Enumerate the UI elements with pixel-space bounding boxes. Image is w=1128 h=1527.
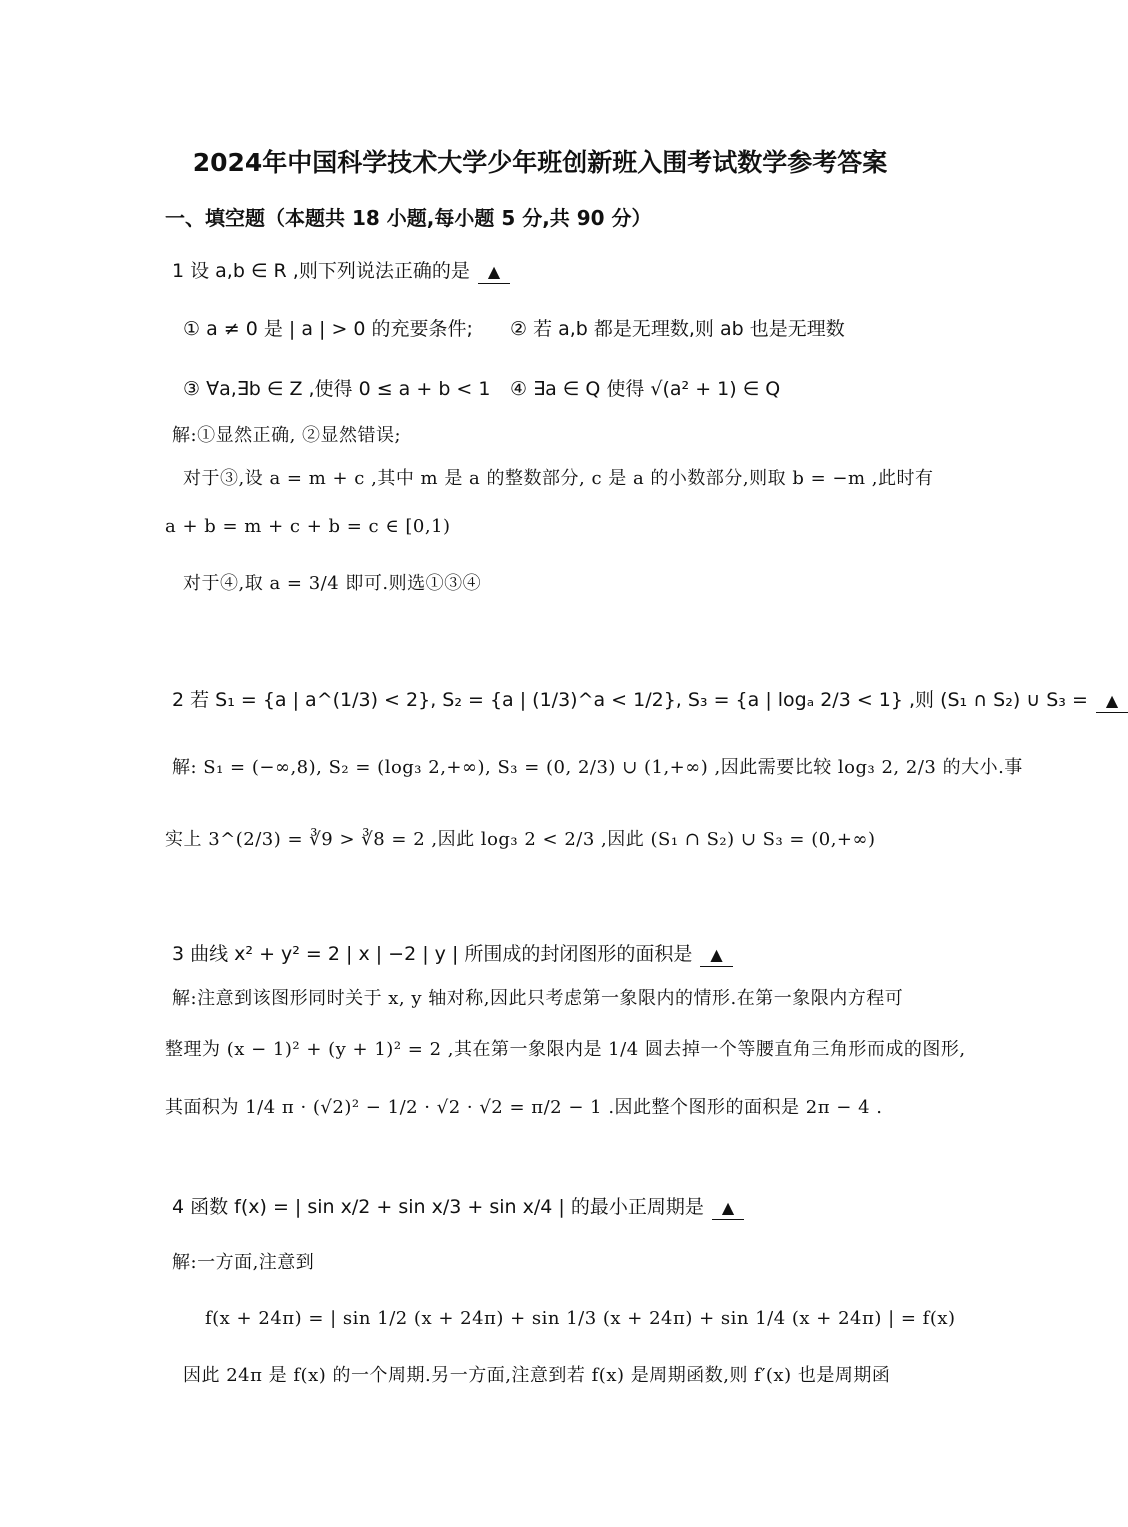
q1-stem-text: 1 设 a,b ∈ R ,则下列说法正确的是 — [172, 260, 470, 282]
q2-solution-line-1: 解: S₁ = (−∞,8), S₂ = (log₃ 2,+∞), S₃ = (0, 2/3) ∪ (1,+∞) ,因此需要比较 log₃ 2, 2/3 的大小.事 — [172, 757, 1023, 778]
q4-stem — [172, 1193, 744, 1221]
q1-solution-line-3: a + b = m + c + b = c ∈ [0,1) — [165, 516, 451, 537]
q4-solution-line-1: 解:一方面,注意到 — [172, 1252, 315, 1273]
q4-answer-blank: ▲ — [712, 1197, 744, 1220]
q1-solution-line-4: 对于④,取 a = 3/4 即可.则选①③④ — [183, 573, 482, 594]
q1-option-2: ② 若 a,b 都是无理数,则 ab 也是无理数 — [510, 318, 845, 340]
q2-stem-text: 2 若 S₁ = {a | a^(1/3) < 2}, S₂ = {a | (1/3)^a < 1/2}, S₃ = {a | logₐ 2/3 < 1} ,则 (S₁ ∩ S₂) ∪ S₃ = — [172, 689, 1088, 711]
section-heading: 一、填空题（本题共 18 小题,每小题 5 分,共 90 分） — [165, 206, 652, 230]
q1-option-1: ① a ≠ 0 是 | a | > 0 的充要条件; — [183, 318, 473, 340]
q2-answer-blank: ▲ — [1096, 690, 1128, 713]
q3-stem-text: 3 曲线 x² + y² = 2 | x | −2 | y | 所围成的封闭图形的面积是 — [172, 943, 693, 965]
q2-stem — [172, 686, 1128, 714]
q4-solution-line-3: 因此 24π 是 f(x) 的一个周期.另一方面,注意到若 f(x) 是周期函数,则 f′(x) 也是周期函 — [183, 1365, 891, 1386]
page-title: 2024年中国科学技术大学少年班创新班入围考试数学参考答案 — [192, 148, 888, 177]
q1-stem — [172, 257, 510, 285]
q4-stem-text: 4 函数 f(x) = | sin x/2 + sin x/3 + sin x/4 | 的最小正周期是 — [172, 1196, 704, 1218]
q3-stem — [172, 940, 733, 968]
q2-solution-line-2: 实上 3^(2/3) = ∛9 > ∛8 = 2 ,因此 log₃ 2 < 2/3 ,因此 (S₁ ∩ S₂) ∪ S₃ = (0,+∞) — [165, 829, 876, 850]
q4-solution-line-2: f(x + 24π) = | sin 1/2 (x + 24π) + sin 1/3 (x + 24π) + sin 1/4 (x + 24π) | = f(x) — [205, 1308, 956, 1329]
q3-solution-line-2: 整理为 (x − 1)² + (y + 1)² = 2 ,其在第一象限内是 1/4 圆去掉一个等腰直角三角形而成的图形, — [165, 1039, 966, 1060]
q3-solution-line-1: 解:注意到该图形同时关于 x, y 轴对称,因此只考虑第一象限内的情形.在第一象限内方程可 — [172, 988, 904, 1009]
q3-answer-blank: ▲ — [700, 944, 732, 967]
q1-solution-line-1: 解:①显然正确, ②显然错误; — [172, 425, 402, 446]
q1-answer-blank: ▲ — [478, 261, 510, 284]
q3-solution-line-3: 其面积为 1/4 π · (√2)² − 1/2 · √2 · √2 = π/2 − 1 .因此整个图形的面积是 2π − 4 . — [165, 1097, 883, 1118]
q1-option-3: ③ ∀a,∃b ∈ Z ,使得 0 ≤ a + b < 1 — [183, 378, 491, 400]
q1-solution-line-2: 对于③,设 a = m + c ,其中 m 是 a 的整数部分, c 是 a 的小数部分,则取 b = −m ,此时有 — [183, 468, 934, 489]
q1-option-4: ④ ∃a ∈ Q 使得 √(a² + 1) ∈ Q — [510, 378, 781, 400]
